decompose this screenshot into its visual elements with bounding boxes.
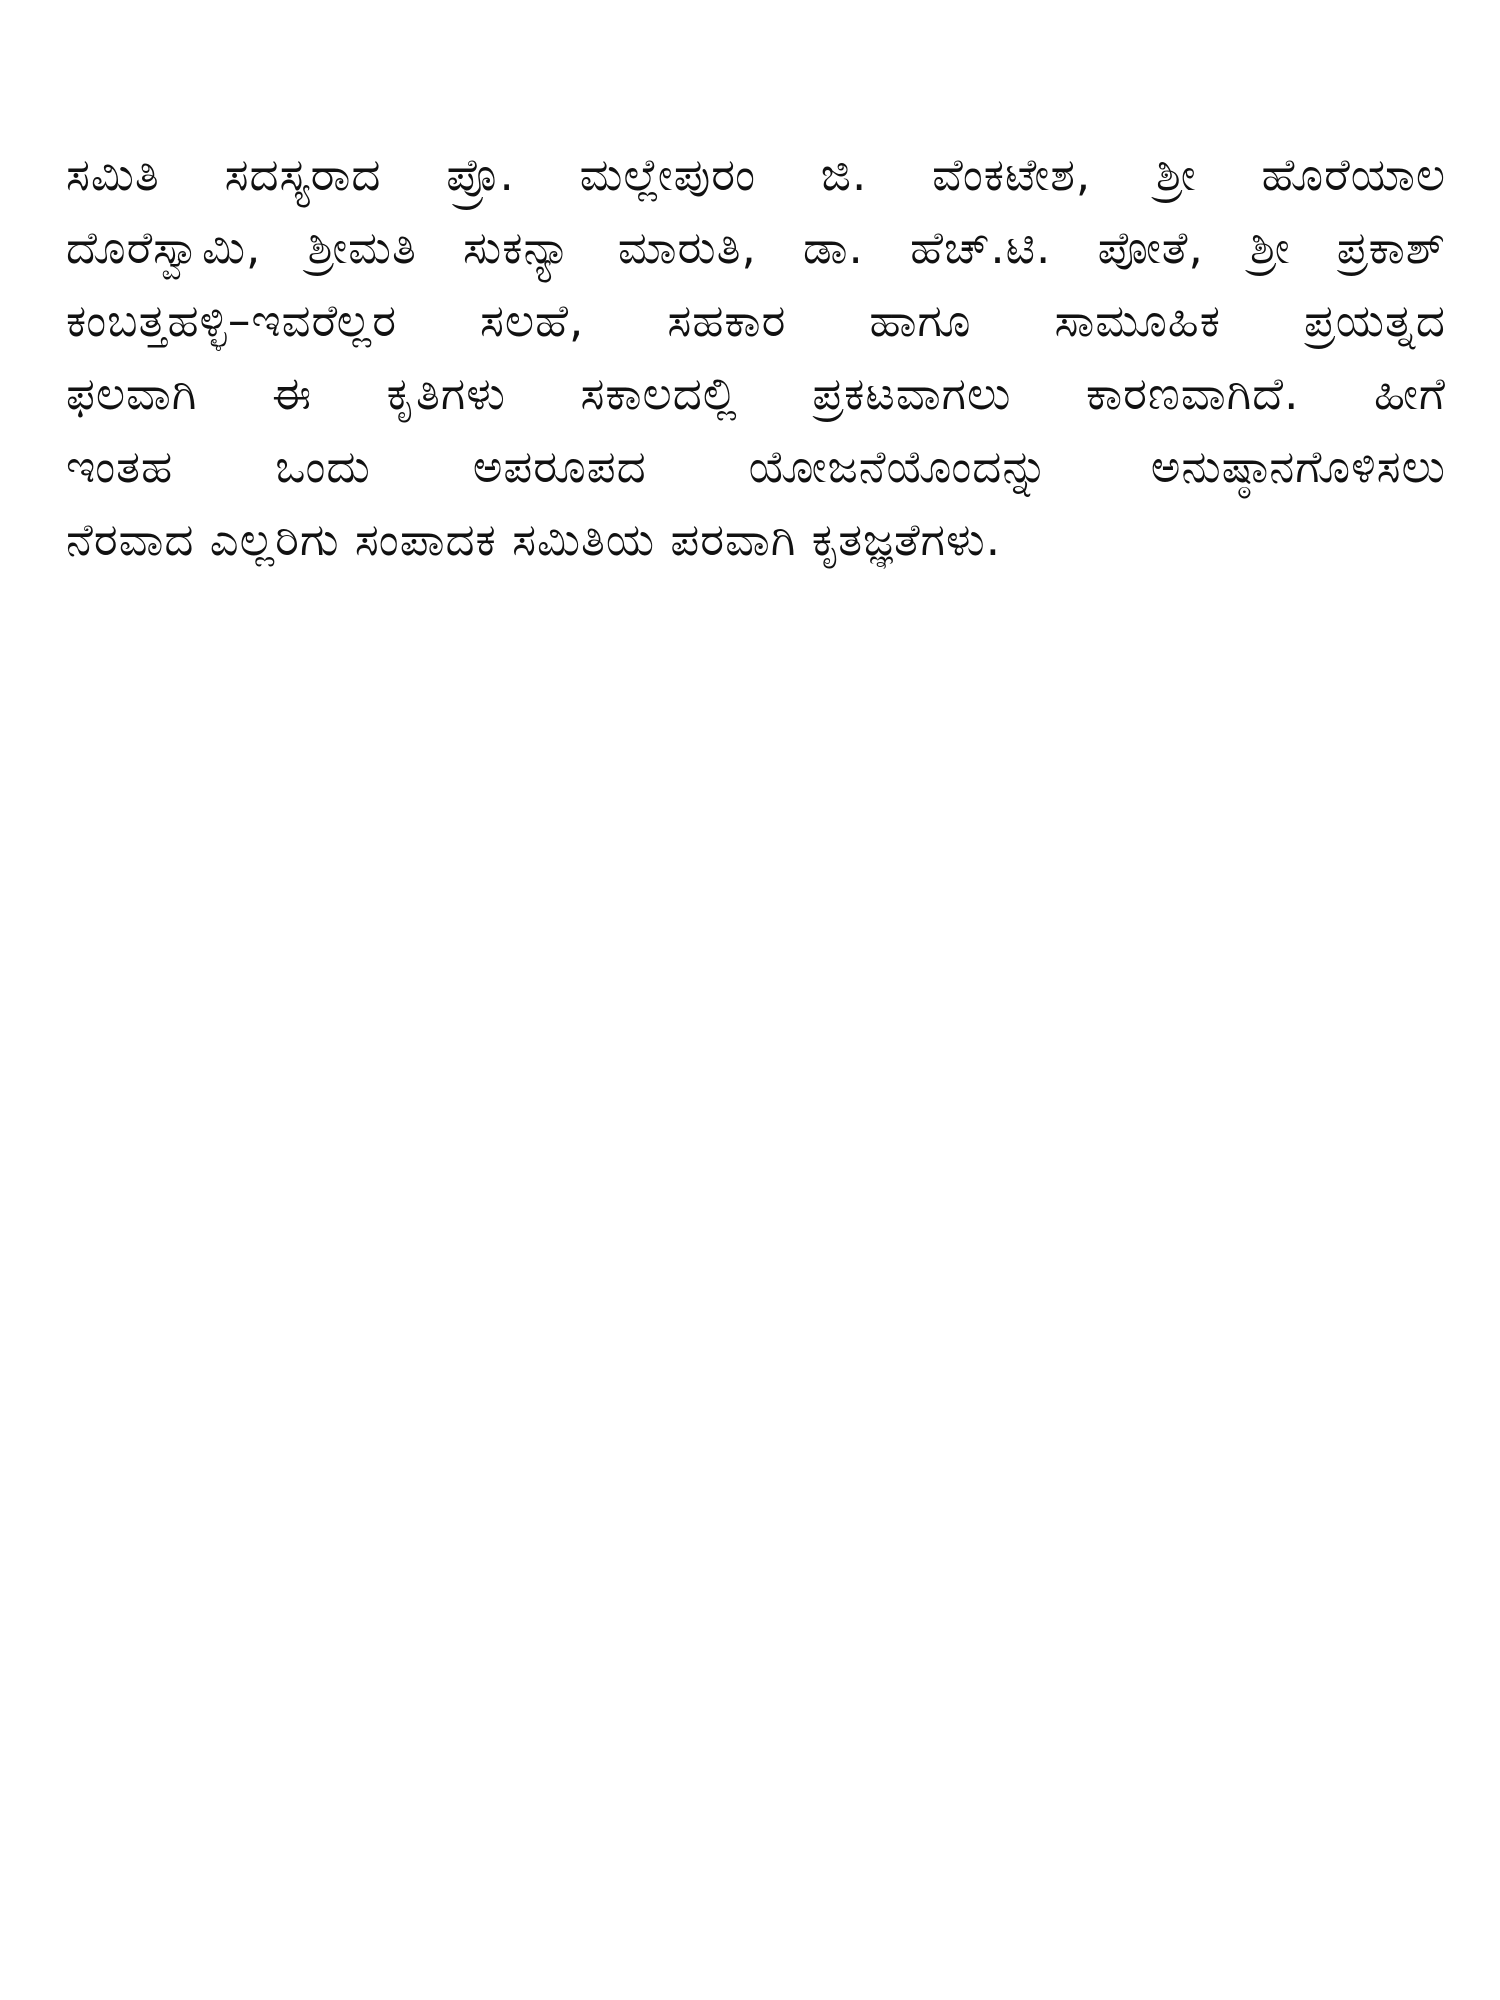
paragraph-line-6: ನೆರವಾದ ಎಲ್ಲರಿಗು ಸಂಪಾದಕ ಸಮಿತಿಯ ಪರವಾಗಿ ಕೃತಜ್ಞತೆಗಳು.: [66, 513, 1002, 566]
paragraph-line-3: ಕಂಬತ್ತಹಳ್ಳಿ–ಇವರೆಲ್ಲರ ಸಲಹೆ, ಸಹಕಾರ ಹಾಗೂ ಸಾಮೂಹಿಕ ಪ್ರಯತ್ನದ: [66, 294, 1446, 347]
paragraph-line-1: ಸಮಿತಿ ಸದಸ್ಯರಾದ ಪ್ರೊ. ಮಲ್ಲೇಪುರಂ ಜಿ. ವೆಂಕಟೇಶ, ಶ್ರೀ ಹೊರೆಯಾಲ: [66, 148, 1446, 201]
paragraph-line-2: ದೊರೆಸ್ವಾಮಿ, ಶ್ರೀಮತಿ ಸುಕನ್ಯಾ ಮಾರುತಿ, ಡಾ. ಹೆಚ್.ಟಿ. ಪೋತೆ, ಶ್ರೀ ಪ್ರಕಾಶ್: [66, 221, 1446, 274]
paragraph-line-5: ಇಂತಹ ಒಂದು ಅಪರೂಪದ ಯೋಜನೆಯೊಂದನ್ನು ಅನುಷ್ಠಾನಗೊಳಿಸಲು: [66, 440, 1446, 493]
acknowledgement-paragraph: [66, 138, 1446, 576]
paragraph-line-4: ಫಲವಾಗಿ ಈ ಕೃತಿಗಳು ಸಕಾಲದಲ್ಲಿ ಪ್ರಕಟವಾಗಲು ಕಾರಣವಾಗಿದೆ. ಹೀಗೆ: [66, 367, 1446, 420]
